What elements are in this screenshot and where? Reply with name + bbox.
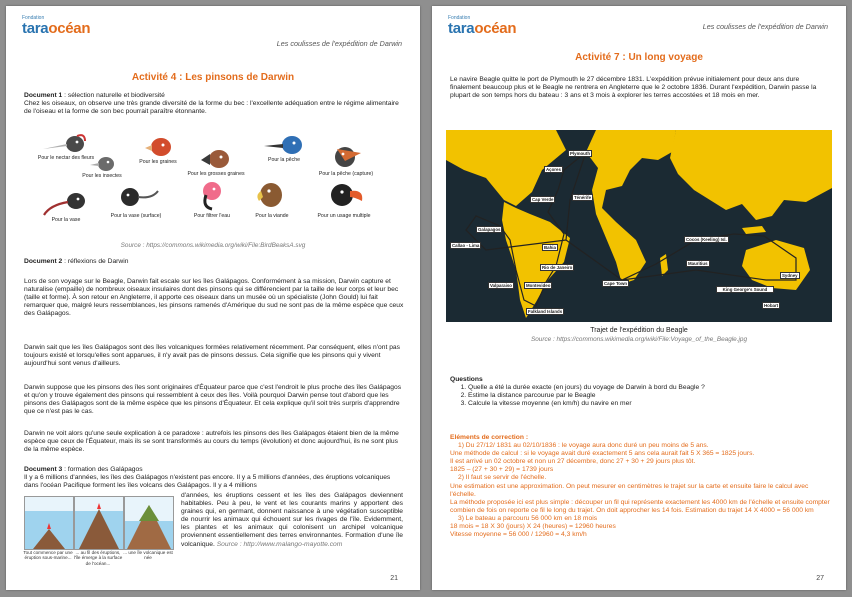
correction: Eléments de correction : 1) Du 27/12/ 1831 au 02/10/1836 : le voyage aura donc duré un peu moins de 5 ans. Une méthode de calcul : si le voyage avait duré exactement 5 ans cela aurait fait 5 X 365 = 1825 jours. Il est arrivé un 02 octobre et non un 27 décembre, donc 27 + 30 + 29 jours plus tôt. 1825 – (27 + 30 + 29) = 1739 jours 2) Il faut se servir de l'échelle. Une estimation est une approximation. On peut mesurer en centimètres le trajet sur la carte et ensuite faire le calcul avec l'échelle. La méthode proposée ici est plus simple : découper un fil qui représente exactement les 4000 km de l'échelle et ensuite compter combien de fois on reporte ce fil le long du trajet. On doit approcher les 14 fois. Estimation du trajet 14 X 4000 = 56 000 km 3) Le bateau a parcouru 56 000 km en 18 mois 18 mois = 18 X 30 (jours) X 24 (heures) = 12960 heures Vitesse moyenne = 56 000 / 12960 = 4,3 km/h [450,434,830,539]
volcano-formation-figure: Tout commence par une éruption sous-marine... ... au fil des éruptions, l'île émerge à la surface de l'océan... ... une île volcanique est née [24,496,174,576]
question-3: 3. Calcule la vitesse moyenne (en km/h) du navire en mer [468,400,830,408]
bird-multiple: Pour un usage multiple [314,179,374,219]
tara-ocean-logo: Fondation taraocéan [22,15,91,37]
page-21 [6,6,420,590]
bird-filter: Pour filtrer l'eau [182,179,242,219]
voyage-intro: Le navire Beagle quitte le port de Plymouth le 27 décembre 1831. L'expédition prévue initialement pour deux ans dure finalement beaucoup plus et le Beagle ne rentrera en Angleterre que le 2 octobre 1836. Durant l'expédition, Darwin passe la plupart de son temps hors du bateau : 3 ans et 3 mois à explorer les terres accostées et 18 mois en mer. [450,76,817,100]
page-number: 21 [390,575,398,582]
volcano-panel-2 [74,496,124,550]
doc2-paragraph-2: Darwin sait que les îles Galápagos sont des îles volcaniques formées relativement récemment. Par conséquent, elles n'ont pas toujours existé et lorsqu'elles sont apparues, il n'y avait pas de pinsons dessus. Cela signifie que les pinsons qui y vivent aujourd'hui sont venus d'ailleurs. [24,344,400,368]
activity-title: Activité 7 : Un long voyage [575,52,703,63]
document-2-heading: Document 2 : réflexions de Darwin [24,258,129,265]
document-1: Document 1 : sélection naturelle et biodiversité Chez les oiseaux, on observe une très grande diversité de la forme du bec : l'excellente adéquation entre le régime alimentaire de l'oiseau et la forme de son bec pourrait paraître étonnante. [24,92,404,116]
header-title: Les coulisses de l'expédition de Darwin [702,22,828,31]
volcano-panel-3 [124,496,174,550]
tara-ocean-logo: Fondation taraocéan [448,15,517,37]
page-27 [432,6,846,590]
bird-fishing-capture: Pour la pêche (capture) [316,143,376,177]
doc3-intro: Il y a 6 millions d'années, les îles des Galápagos n'existent pas encore. Il y a 5 millions d'années, des éruptions volcaniques dans l'océan Pacifique forment les îles volcans des Galápagos. Il y a 4 millions [24,474,391,490]
volcano-panel-1 [24,496,74,550]
doc1-text: Chez les oiseaux, on observe une très grande diversité de la forme du bec : l'excellente adéquation entre le régime alimentaire de l'oiseau et la forme de son bec pourrait paraître étonnante. [24,100,399,116]
beagle-voyage-map: Plymouth Açores Ténérife Cap Verde Galapagos Callao - Lima Bahia Rio de Janeiro Valparaiso Montevideo Falkland Islands Cape Town Cocos (Keeling) Isl. Mauritius Sydney King George's Sound Hobart [446,130,832,322]
doc2-paragraph-1: Lors de son voyage sur le Beagle, Darwin fait escale sur les îles Galápagos. Conformément à sa mission, Darwin capture et naturalise (empaille) de nombreux oiseaux insulaires dont des pinsons qui se différencient par la taille de leur corps et leur bec (taille et forme). À son retour en Angleterre, il apporte ces oiseaux dans un musée où un spécialiste (John Gould) lui fait remarquer que, malgré leurs ressemblances, les pinsons ramenés d'Amérique du sud ne sont pas de la même espèce que ceux des Galápagos. [24,278,404,318]
map-source: Source : https://commons.wikimedia.org/wiki/File:Voyage_of_the_Beagle.jpg [530,336,748,343]
question-2: 2. Estime la distance parcourue par le Beagle [468,392,830,400]
doc3-text: d'années, les éruptions cessent et les îles des Galápagos deviennent habitables. Peu à peu, le vent et les courants marins y apportent des graines qui, en germant, donnent naissance à une végétation susceptible de nourrir les animaux qui échouent sur les rivages de l'île. Evidemment, les plantes et les animaux qui colonisent un archipel volcanique proviennent essentiellement des terres environnantes. Formation d'une île volcanique. Source : http://www.malango-mayotte.com [181,492,403,548]
bird-beaks-figure [36,133,376,243]
questions [450,376,830,408]
header-title: Les coulisses de l'expédition de Darwin [276,39,402,48]
bird-mud-surface: Pour la vase (surface) [106,185,166,219]
document-3: Document 3 : formation des Galápagos Il y a 6 millions d'années, les îles des Galápagos n'existent pas encore. Il y a 5 millions d'années, des éruptions volcaniques dans l'océan Pacifique forment les îles volcans des Galápagos. Il y a 4 millions [24,466,404,490]
question-1: 1. Quelle a été la durée exacte (en jours) du voyage de Darwin à bord du Beagle ? [468,384,830,392]
correction-title: Eléments de correction : [450,434,529,441]
questions-title: Questions [450,376,483,383]
doc1-label: Document 1 [24,92,63,99]
activity-title: Activité 4 : Les pinsons de Darwin [131,72,295,83]
birds-source: Source : https://commons.wikimedia.org/wiki/File:BirdBeaksA.svg [120,242,306,249]
map-caption: Trajet de l'expédition du Beagle [590,327,688,334]
bird-fishing: Pour la pêche [254,133,314,163]
doc2-paragraph-3: Darwin suppose que les pinsons des îles sont originaires d'Équateur parce que c'est l'endroit le plus proche des îles Galápagos et qu'on y trouve également des pinsons qui ressemblent à ceux des îles. Voilà pourquoi Darwin pense tout d'abord que les pinsons des Galápagos sont de la même espèce que les pinsons d'Équateur. Et cela explique qu'il soit très surpris d'apprendre que ce n'est pas le cas. [24,384,402,416]
bird-nectar: Pour le nectar des fleurs [36,133,96,161]
bird-meat: Pour la viande [242,179,302,219]
bird-mud: Pour la vase [36,191,96,223]
bird-seeds: Pour les graines [128,135,188,165]
bird-big-seeds: Pour les grosses graines [186,147,246,177]
bird-insects: Pour les insectes [72,153,132,179]
doc2-paragraph-4: Darwin ne voit alors qu'une seule explication à ce paradoxe : autrefois les pinsons des îles Galápagos étaient bien de la même espèce que ceux de l'Équateur, mais ils se sont transformés au cours du temps (évolution) et donc aujourd'hui, ils ne sont plus de la même espèce. [24,430,399,454]
page-number: 27 [816,575,824,582]
